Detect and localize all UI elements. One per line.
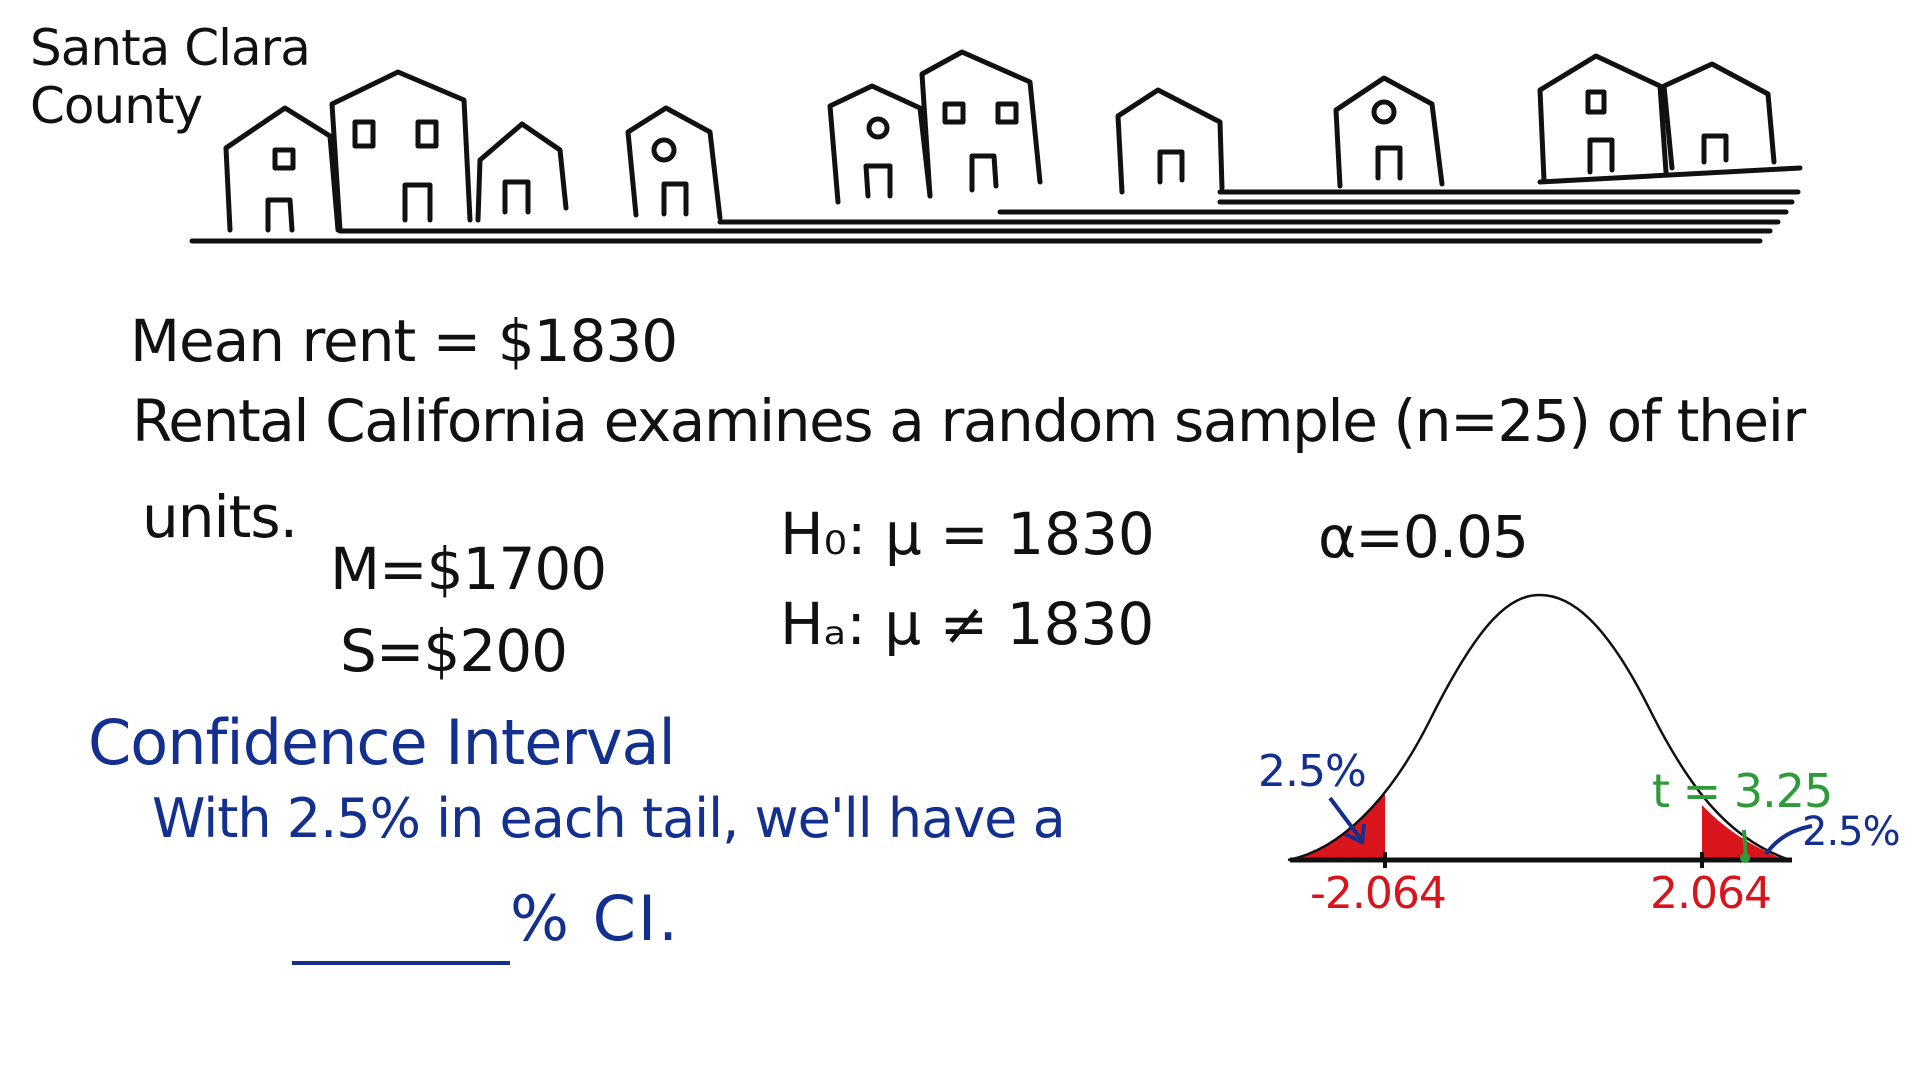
ci-statement: With 2.5% in each tail, we'll have a	[152, 787, 1065, 850]
alpha-level: α=0.05	[1318, 503, 1528, 571]
ci-title: Confidence Interval	[88, 706, 675, 779]
neg-critical-label: -2.064	[1310, 868, 1446, 919]
left-tail-region	[1290, 792, 1385, 860]
right-tail-label: 2.5%	[1802, 809, 1900, 855]
pos-critical-label: 2.064	[1650, 868, 1771, 919]
problem-line-2: units.	[142, 483, 298, 551]
alternative-hypothesis: Hₐ: μ ≠ 1830	[780, 590, 1155, 658]
ci-suffix: % CI.	[510, 882, 680, 955]
null-hypothesis: H₀: μ = 1830	[780, 500, 1155, 568]
ci-answer-blank[interactable]	[292, 961, 510, 965]
mean-rent-text: Mean rent = $1830	[130, 307, 678, 375]
county-title: Santa Clara County	[30, 19, 310, 135]
problem-line-1: Rental California examines a random sample (n=25) of their	[132, 387, 1805, 455]
sample-sd: S=$200	[340, 617, 568, 685]
left-tail-label: 2.5%	[1258, 746, 1366, 797]
t-statistic-label: t = 3.25	[1652, 764, 1833, 818]
sample-mean: M=$1700	[330, 535, 607, 603]
